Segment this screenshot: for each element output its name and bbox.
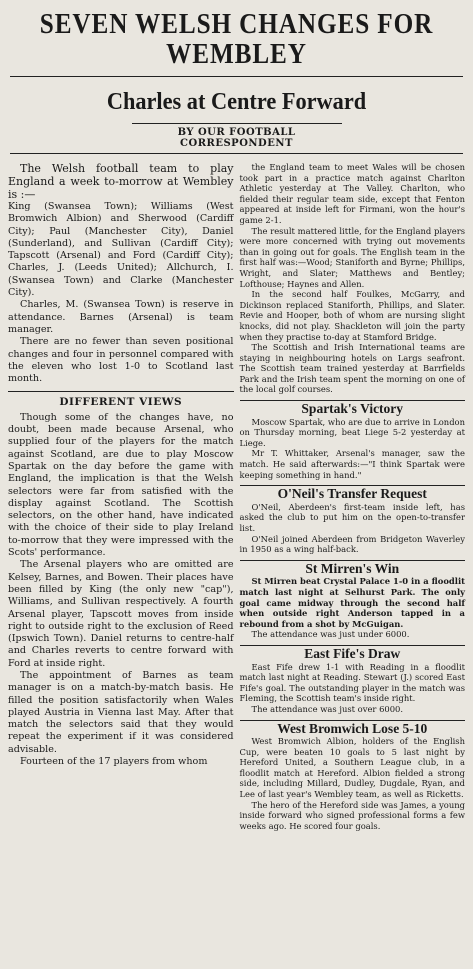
byline: BY OUR FOOTBALL CORRESPONDENT [132, 123, 342, 149]
reserve-paragraph: Charles, M. (Swansea Town) is reserve in attendance. Barnes (Arsenal) is team manager. [8, 299, 234, 335]
heading-west-bromwich: West Bromwich Lose 5-10 [240, 720, 466, 735]
subhead: Charles at Centre Forward [106, 89, 367, 115]
spartak-paragraph-2: Mr T. Whittaker, Arsenal's manager, saw the match. He said afterwards:—"I think Spartak were keeping something in hand." [239, 448, 465, 480]
left-column [8, 162, 234, 831]
heading-spartak: Spartak's Victory [240, 400, 466, 415]
heading-east-fife: East Fife's Draw [240, 645, 466, 660]
right-column [240, 162, 466, 831]
mirren-paragraph-2: The attendance was just under 6000. [251, 629, 410, 640]
mirren-paragraph-1: St Mirren beat Crystal Palace 1-0 in a floodlit match last night at Selhurst Park. The only goal came midway through the second half when outside right Anderson tapped in a rebound from a shot by McGuigan. [239, 576, 465, 629]
england-paragraph-2: The result mattered little, for the England players were more concerned with trying out movements than in going out for goals. The English team in the first half was:—Wood; Staniforth and Byrne; Phillips, Wright, and Slater; Matthews and Bentley; Lofthouse; Haynes and Allen. [239, 225, 465, 289]
wba-paragraph-2: The hero of the Hereford side was James, a young inside forward who signed professional forms a few weeks ago. He scored four goals. [239, 799, 465, 831]
oneil-paragraph-2: O'Neil joined Aberdeen from Bridgeton Waverley in 1950 as a wing half-back. [239, 533, 465, 555]
wba-paragraph-1: West Bromwich Albion, holders of the English Cup, were beaten 10 goals to 5 last night by Hereford United, a Southern League club, in a floodlit match at Hereford. Albion fielded a strong side, including Millard, Dudley, Dugdale, Ryan, and Lee of last year's Wembley team, as well as Ricketts. [239, 736, 465, 800]
fife-paragraph-2: The attendance was just over 6000. [251, 703, 404, 714]
section-heading-views: DIFFERENT VIEWS [8, 391, 234, 408]
views-paragraph-4: Fourteen of the 17 players from whom [20, 756, 208, 768]
england-paragraph-4: The Scottish and Irish International teams are staying in neighbouring hotels on Largs seafront. The Scottish team trained yesterday at Barrfields Park and the Irish team spent the morning on one of the local golf courses. [239, 342, 465, 395]
oneil-paragraph-1: O'Neil, Aberdeen's first-team inside left, has asked the club to put him on the open-to-transfer list. [239, 501, 465, 533]
subhead-box [10, 76, 463, 154]
fife-paragraph-1: East Fife drew 1-1 with Reading in a floodlit match last night at Reading. Stewart (J.) scored East Fife's goal. The outstanding player in the match was Fleming, the Scottish team's inside right. [239, 661, 465, 704]
england-paragraph-1: the England team to meet Wales will be chosen took part in a practice match against Charlton Athletic yesterday at The Valley. Charlton, who fielded their regular team side, except that Fenton appeared at inside left for Firmani, won the hour's game 2-1. [239, 162, 465, 225]
headline: SEVEN WELSH CHANGES FOR WEMBLEY [39, 9, 434, 70]
views-paragraph-3: The appointment of Barnes as team manager is on a match-by-match basis. He filled the position satisfactorily when Wales played Austria in Vienna last May. After that match the selectors said that they would repeat the experiment if it was considered advisable. [8, 669, 234, 755]
changes-paragraph: There are no fewer than seven positional changes and four in personnel compared with the eleven who lost 1-0 to Scotland last month. [8, 336, 234, 385]
heading-oneil: O'Neil's Transfer Request [240, 485, 466, 500]
england-paragraph-3: In the second half Foulkes, McGarry, and Dickinson replaced Staniforth, Phillips, and Slater. Revie and Hooper, both of whom are nursing slight knocks, did not play. Shackleton will join the party when they practise to-day at Stamford Bridge. [239, 289, 465, 342]
views-paragraph-1: Though some of the changes have, no doubt, been made because Arsenal, who supplied four of the players for the match against Scotland, are due to play Moscow Spartak on the day before the game with England, the implication is that the Welsh selectors were far from satisfied with the display against Scotland. The Scottish selectors, on the other hand, have indicated with the choice of their side to play Ireland to-morrow that they were impressed with the Scots' performance. [8, 411, 234, 559]
lead-paragraph: The Welsh football team to play England a week to-morrow at Wembley is :— [8, 162, 234, 201]
heading-st-mirren: St Mirren's Win [240, 560, 466, 575]
team-list: King (Swansea Town); Williams (West Bromwich Albion) and Sherwood (Cardiff City); Paul (Manchester City), Daniel (Sunderland), and Sullivan (Cardiff City); Tapscott (Arsenal) and Ford (Cardiff City); Charles, J. (Leeds United); Allchurch, I. (Swansea Town) and Clarke (Manchester City). [8, 201, 234, 299]
article-columns [8, 162, 465, 831]
views-paragraph-2: The Arsenal players who are omitted are Kelsey, Barnes, and Bowen. Their places have been filled by King (the only new "cap"), Williams, and Sullivan respectively. A fourth Arsenal player, Tapscott moves from inside right to outside right to the exclusion of Reed (Ipswich Town). Daniel returns to centre-half and Charles reverts to centre forward with Ford at inside right. [8, 559, 234, 669]
spartak-paragraph-1: Moscow Spartak, who are due to arrive in London on Thursday morning, beat Liege 5-2 yesterday at Liege. [239, 416, 465, 448]
